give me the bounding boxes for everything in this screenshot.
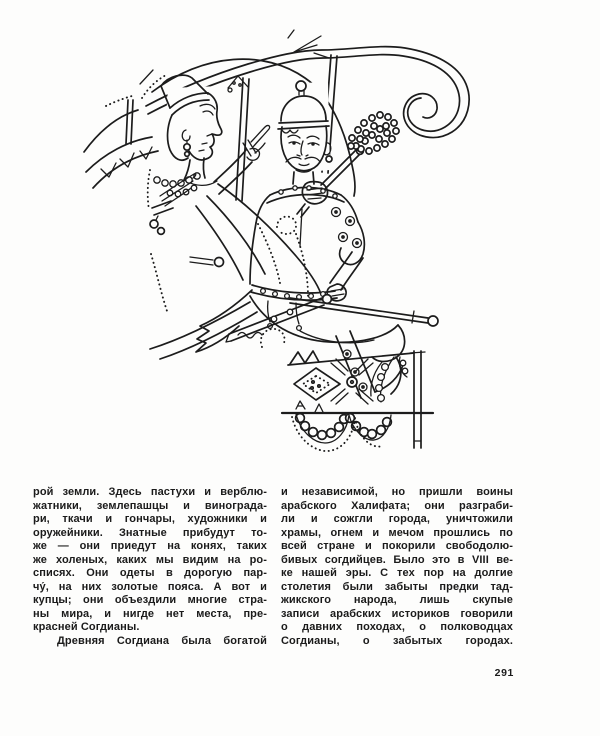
text-line: ны мира, и нигде нет места, пре- <box>33 607 267 620</box>
text-column-right <box>281 486 513 649</box>
text-line: красней Согдианы. <box>33 621 140 634</box>
text-line: Древняя Согдиана была богатой <box>57 635 267 648</box>
text-line: оружейники. Знатные прибудут то- <box>33 526 267 539</box>
text-line: рой земли. Здесь пастухи и верблю- <box>33 486 267 498</box>
text-columns <box>33 486 513 649</box>
text-line: чу́, на них золотые пояса. А вот и <box>33 580 267 593</box>
text-line: ри, ткачи и гончары, художники и <box>33 513 267 526</box>
text-column-left <box>33 486 267 649</box>
text-line: и независимой, но пришли воины <box>281 486 513 498</box>
text-line: жатники, землепашцы и винограда- <box>33 499 267 512</box>
text-line: о давних походах, о полководцах <box>281 621 513 634</box>
text-line: же холеных, каких мы видим на ро- <box>33 553 267 566</box>
text-line: жикского народа, лишь скупые <box>281 594 513 607</box>
text-line: всей стране и покорили свободолю- <box>281 540 513 553</box>
text-line: записи арабских историков говорили <box>281 607 513 620</box>
text-line: ли и сожгли города, уничтожили <box>281 513 513 526</box>
text-line: же — они приедут на конях, таких <box>33 540 267 553</box>
text-line: купцы; они объездили многие стра- <box>33 594 267 607</box>
text-line: храмы, огнем и мечом прошлись по <box>281 526 513 539</box>
text-line: Согдианы, о забытых городах. <box>281 635 513 648</box>
text-line: списях. Они одеты в дорогую пар- <box>33 567 267 580</box>
text-line: столетия были забыты предки тад- <box>281 580 513 593</box>
text-line: арабского Халифата; они разграби- <box>281 499 513 512</box>
text-line: ке нашей эры. С тех пор на долгие <box>281 567 513 580</box>
text-line: бивых согдийцев. Было это в VIII ве- <box>281 553 513 566</box>
page-number: 291 <box>494 667 514 679</box>
